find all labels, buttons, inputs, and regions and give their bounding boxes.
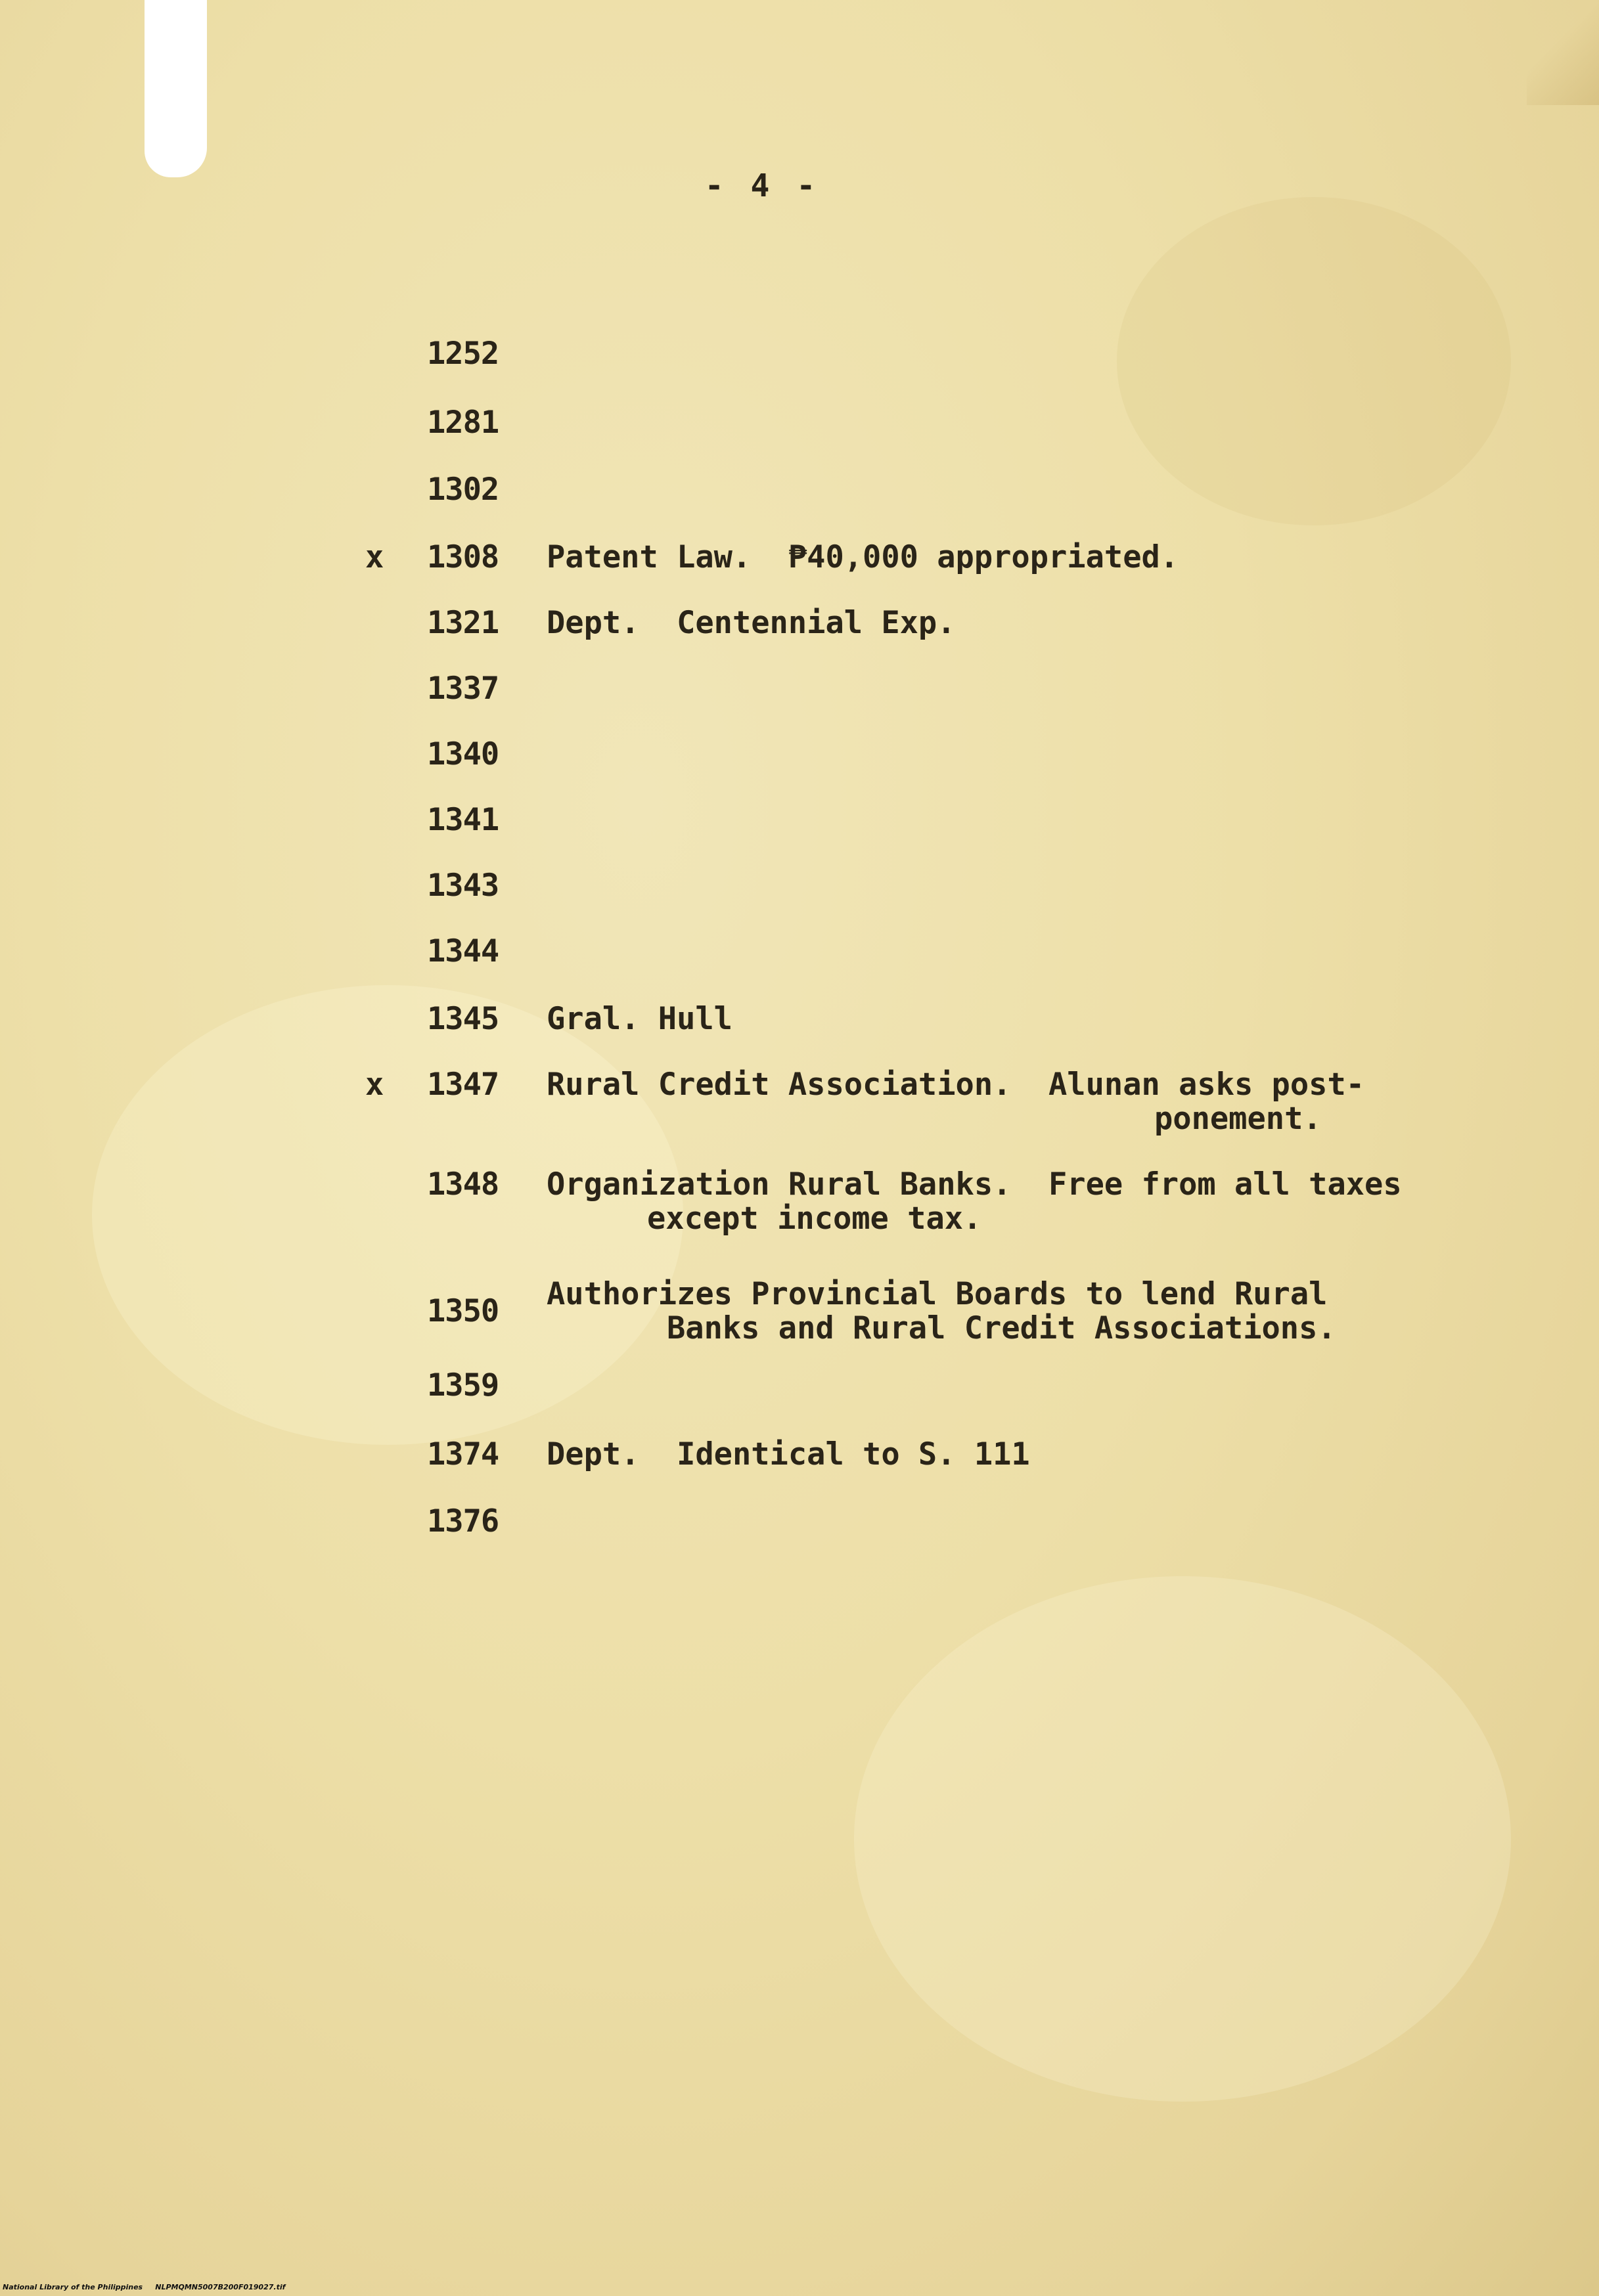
bill-number: 1345 <box>427 1001 499 1037</box>
bill-number: 1340 <box>427 736 499 772</box>
paper-stain <box>1117 197 1511 525</box>
bill-number: 1308 <box>427 539 499 575</box>
paper-tear <box>145 0 207 177</box>
bill-number: 1348 <box>427 1166 499 1203</box>
bill-number: 1350 <box>427 1293 499 1329</box>
library-credit: National Library of the Philippines <box>3 2283 143 2291</box>
bill-description: Organization Rural Banks. Free from all taxes <box>547 1166 1402 1203</box>
bill-description: Dept. Centennial Exp. <box>547 605 956 641</box>
bill-number: 1343 <box>427 868 499 904</box>
bill-number: 1341 <box>427 802 499 838</box>
bill-description: Authorizes Provincial Boards to lend Rural <box>547 1276 1328 1312</box>
bill-number: 1252 <box>427 336 499 372</box>
file-name: NLPMQMN5007B200F019027.tif <box>155 2283 286 2291</box>
scan-footer <box>3 2283 285 2291</box>
bill-number: 1302 <box>427 472 499 508</box>
page-number: - 4 - <box>704 167 820 204</box>
bill-number: 1281 <box>427 405 499 441</box>
paper-stain <box>92 985 683 1445</box>
bill-description: Dept. Identical to S. 111 <box>547 1436 1030 1472</box>
bill-number: 1359 <box>427 1367 499 1403</box>
paper-stain <box>854 1576 1511 2102</box>
entry-mark: x <box>365 1067 384 1103</box>
entry-mark: x <box>365 539 384 575</box>
bill-description: Patent Law. ₱40,000 appropriated. <box>547 539 1179 575</box>
bill-description: Gral. Hull <box>547 1001 732 1037</box>
bill-number: 1344 <box>427 933 499 969</box>
bill-description-continued: except income tax. <box>647 1201 982 1237</box>
bill-description-continued: Banks and Rural Credit Associations. <box>667 1310 1336 1346</box>
bill-number: 1337 <box>427 671 499 707</box>
bill-number: 1376 <box>427 1503 499 1539</box>
bill-description-continued: ponement. <box>1154 1101 1322 1137</box>
bill-number: 1321 <box>427 605 499 641</box>
paper-corner-fold <box>1527 0 1599 105</box>
bill-number: 1347 <box>427 1067 499 1103</box>
bill-description: Rural Credit Association. Alunan asks post- <box>547 1067 1365 1103</box>
bill-number: 1374 <box>427 1436 499 1472</box>
